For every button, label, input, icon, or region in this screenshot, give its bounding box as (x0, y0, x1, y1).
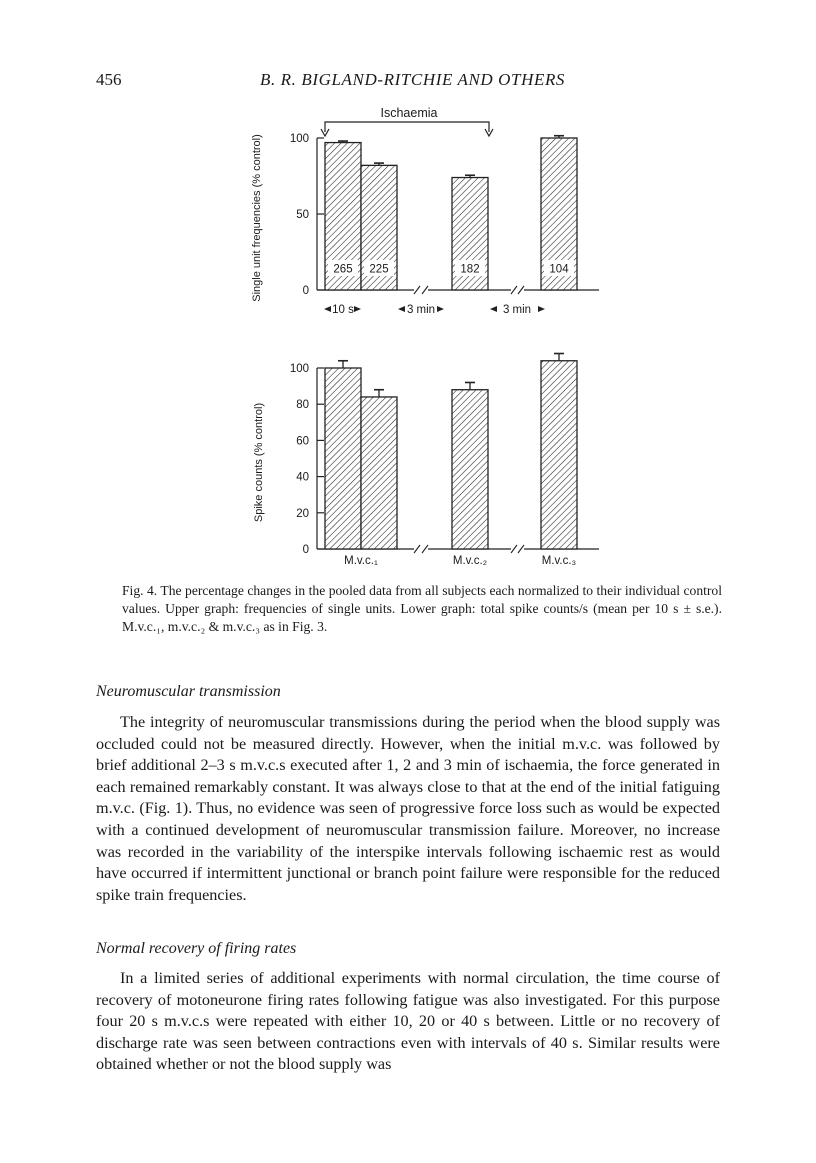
axis-break-mark (518, 286, 524, 294)
y-tick-label: 60 (296, 435, 309, 448)
category-label: M.v.c.₃ (541, 555, 577, 567)
bar-n-label: 182 (460, 263, 480, 276)
ischaemia-bracket (325, 122, 489, 132)
paragraph-neuromuscular: The integrity of neuromuscular transmissions during the period when the blood supply was occluded could not be measured directly. However, when the initial m.v.c. was followed by brief additional 2–3 s m.v.c.s executed after 1, 2 and 3 min of ischaemia, the force generated in each remained remarkably constant. It was always close to that at the end of the initial fatiguing m.v.c. (Fig. 1). Thus, no evidence was seen of progressive force loss such as would be expected with a continued development of neuromuscular transmission failure. Moreover, no increase was recorded in the variability of the interspike intervals following ischaemic rest as would have occurred if intermittent junctional or branch point failure were responsible for the reduced spike train frequencies. (96, 713, 720, 904)
bar (325, 368, 361, 549)
upper-chart (251, 106, 599, 316)
y-tick-label: 80 (296, 399, 309, 412)
lower-chart (253, 354, 599, 567)
running-title: B. R. BIGLAND-RITCHIE AND OTHERS (260, 70, 566, 89)
y-tick-label: 0 (302, 544, 309, 556)
category-label: M.v.c.₁ (344, 555, 378, 567)
paragraph-recovery: In a limited series of additional experiments with normal circulation, the time course of recovery of motoneurone firing rates following fatigue was also investigated. For this purpose four 20 s m.v.c.s were repeated with either 10, 20 or 40 s between. Little or no recovery of discharge rate was seen between contractions even with intervals of 40 s. Similar results were obtained whether or not the blood supply was (96, 969, 720, 1074)
y-tick-label: 50 (296, 209, 309, 221)
interval-arrow-right (538, 306, 545, 312)
y-tick-label: 100 (289, 133, 309, 145)
bar (452, 390, 488, 549)
axis-break-mark (414, 545, 420, 553)
bar-n-label: 104 (549, 263, 569, 276)
bar (361, 397, 397, 549)
figure-caption: Fig. 4. The percentage changes in the pooled data from all subjects each normalized to their individual control values. Upper graph: frequencies of single units. Lower graph: total spike counts/s (mean per 10 s ± s.e.). M.v.c.₁, m.v.c.₂ & m.v.c.₃ as in Fig. 3. (122, 583, 722, 634)
axis-break-mark (422, 286, 428, 294)
bar-n-label: 265 (333, 263, 353, 276)
bar-n-label: 225 (369, 263, 389, 276)
axis-break-mark (518, 545, 524, 553)
interval-arrow-left (398, 306, 405, 312)
section-heading-neuromuscular: Neuromuscular transmission (96, 683, 281, 700)
figure-4 (0, 0, 816, 575)
interval-arrow-right (437, 306, 444, 312)
interval-label: 10 s (332, 304, 354, 316)
interval-arrow-right (354, 306, 361, 312)
interval-arrow-left (324, 306, 331, 312)
interval-arrow-left (490, 306, 497, 312)
axis-break-mark (414, 286, 420, 294)
interval-label: 3 min (502, 304, 532, 316)
y-tick-label: 40 (296, 471, 309, 484)
interval-label: 3 min (406, 304, 436, 316)
axis-break-mark (511, 286, 517, 294)
y-tick-label: 0 (302, 285, 309, 297)
axis-break-mark (511, 545, 517, 553)
page-number: 456 (96, 70, 122, 89)
axis-break-mark (422, 545, 428, 553)
category-label: M.v.c.₂ (452, 555, 488, 567)
section-heading-recovery: Normal recovery of firing rates (96, 940, 297, 957)
y-tick-label: 100 (289, 363, 309, 375)
y-tick-label: 20 (296, 507, 309, 520)
bar (541, 361, 577, 549)
ischaemia-label: Ischaemia (380, 106, 438, 120)
y-axis-label: Spike counts (% control) (253, 402, 265, 523)
y-axis-label: Single unit frequencies (% control) (251, 134, 263, 302)
